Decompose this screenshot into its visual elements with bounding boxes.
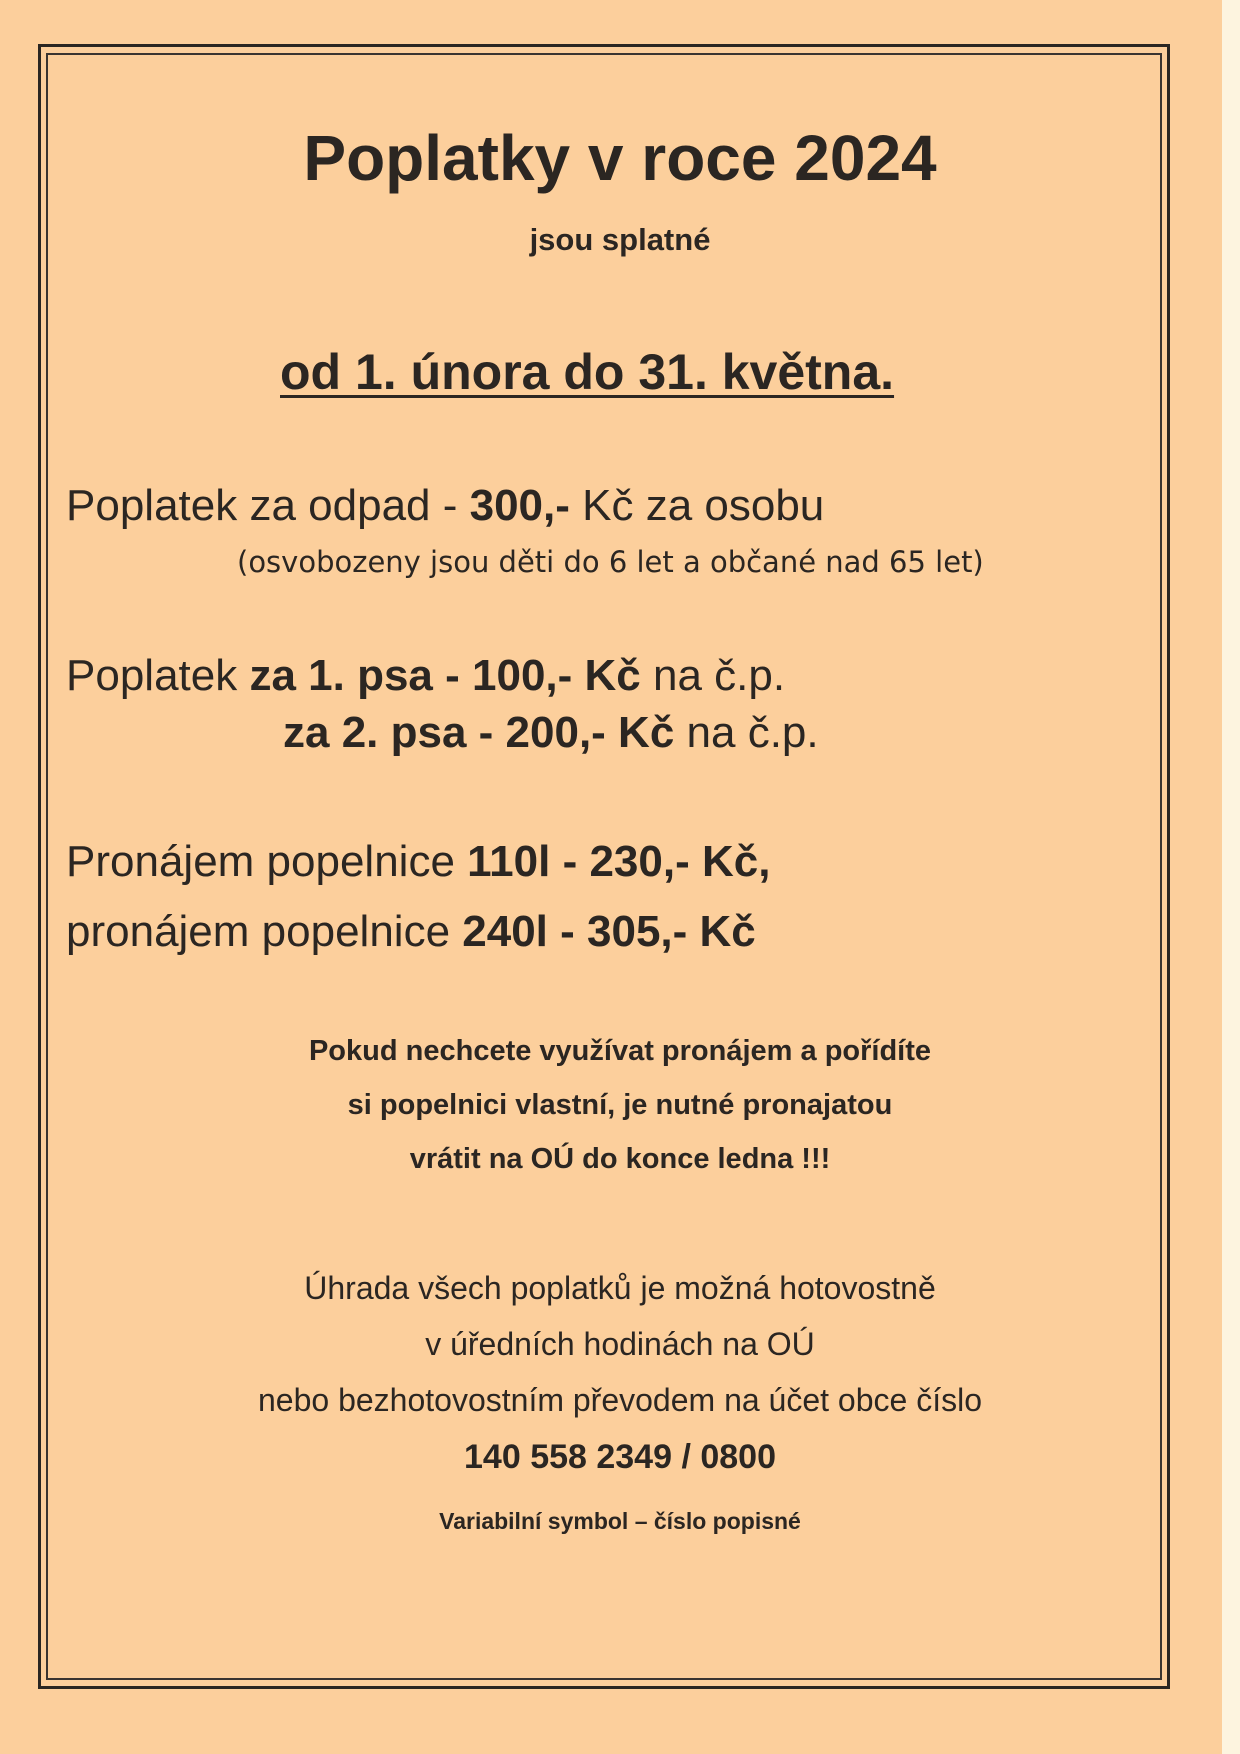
- bin-rental-price-1: 110l - 230,- Kč,: [467, 837, 771, 886]
- bin-rental-label-1: Pronájem popelnice: [66, 837, 468, 886]
- bin-rental-line-1: [66, 837, 771, 886]
- bin-rental-price-2: 240l - 305,- Kč: [462, 907, 756, 956]
- account-number: 140 558 2349 / 0800: [464, 1438, 776, 1476]
- dog-fee-first: za 1. psa - 100,- Kč: [249, 651, 641, 700]
- dog-fee-first-suffix: na č.p.: [640, 651, 786, 700]
- waste-fee-label: Poplatek za odpad -: [66, 481, 470, 530]
- waste-fee-suffix: Kč za osobu: [569, 481, 825, 530]
- bin-rental-line-2: [66, 907, 756, 956]
- bin-rental-label-2: pronájem popelnice: [66, 907, 463, 956]
- waste-fee-line: [66, 481, 825, 530]
- dog-fee-line-2: [283, 708, 819, 757]
- dog-fee-line-1: [66, 651, 786, 700]
- due-period: od 1. února do 31. května.: [280, 344, 895, 400]
- waste-fee-amount: 300,-: [469, 481, 570, 530]
- warning-line-1: Pokud nechcete využívat pronájem a pořídíte: [308, 1035, 932, 1067]
- payment-line-2: v úředních hodinách na OÚ: [425, 1326, 815, 1362]
- waste-fee-exemption-note: (osvobozeny jsou děti do 6 let a občané nad 65 let): [237, 545, 984, 579]
- dog-fee-label: Poplatek: [66, 651, 250, 700]
- payment-line-3: nebo bezhotovostním převodem na účet obce číslo: [258, 1382, 982, 1418]
- dog-fee-second: za 2. psa - 200,- Kč: [283, 708, 675, 757]
- dog-fee-second-suffix: na č.p.: [674, 708, 819, 757]
- payment-line-1: Úhrada všech poplatků je možná hotovostně: [304, 1270, 936, 1306]
- variable-symbol-note: Variabilní symbol – číslo popisné: [439, 1508, 801, 1534]
- warning-line-2: si popelnici vlastní, je nutné pronajatou: [347, 1089, 893, 1121]
- warning-line-3: vrátit na OÚ do konce ledna !!!: [409, 1143, 831, 1175]
- notice-title: Poplatky v roce 2024: [303, 122, 937, 194]
- notice-subtitle: jsou splatné: [529, 222, 711, 257]
